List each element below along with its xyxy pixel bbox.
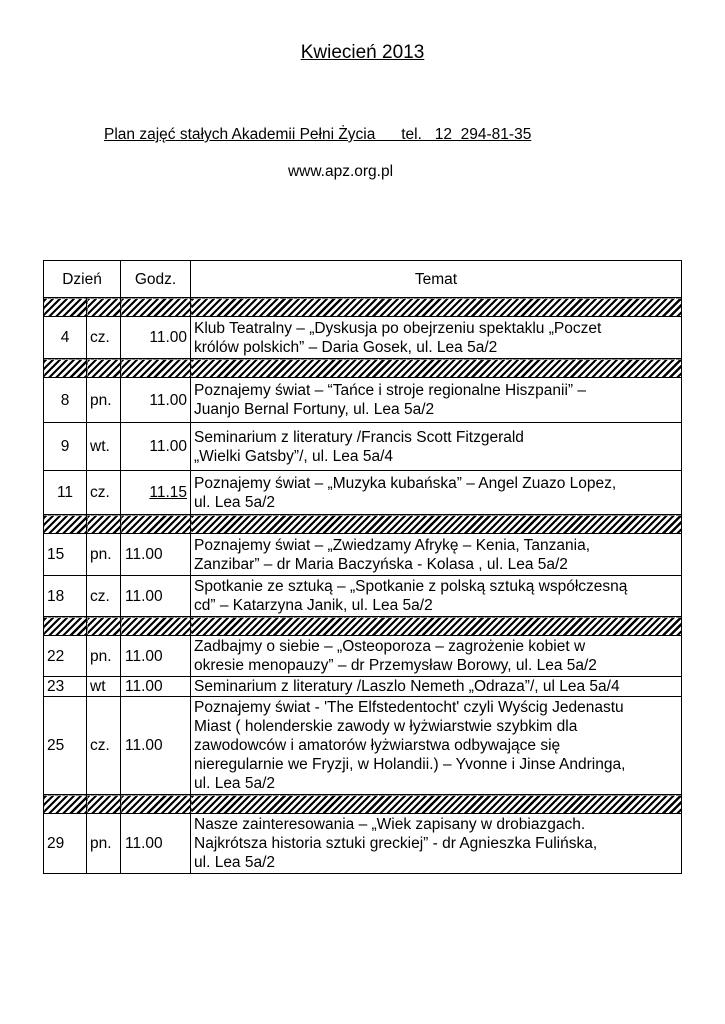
weekday-cell: cz.: [87, 317, 121, 359]
topic-cell: Poznajemy świat – “Tańce i stroje regionalne Hiszpanii” – Juanjo Bernal Fortuny, ul. Lea 5a/2: [191, 378, 682, 423]
table-row: [44, 576, 682, 617]
topic-cell: Poznajemy świat – „Zwiedzamy Afrykę – Kenia, Tanzania, Zanzibar” – dr Maria Baczyńska - Kolasa , ul. Lea 5a/2: [191, 534, 682, 576]
weekday-cell: wt: [87, 677, 121, 697]
day-cell: 25: [44, 697, 87, 795]
table-row: [44, 423, 682, 471]
table-row: [44, 636, 682, 677]
topic-cell: Klub Teatralny – „Dyskusja po obejrzeniu spektaklu „Poczet królów polskich” – Daria Gosek, ul. Lea 5a/2: [191, 317, 682, 359]
table-row: [44, 471, 682, 515]
week-separator: [44, 359, 682, 378]
time-cell: 11.00: [121, 378, 191, 423]
time-underlined: 11.15: [149, 484, 188, 501]
header-topic: Temat: [191, 261, 682, 298]
table-row: [44, 317, 682, 359]
day-cell: 15: [44, 534, 87, 576]
table-row: [44, 534, 682, 576]
time-cell: 11.00: [121, 423, 191, 471]
topic-cell: Nasze zainteresowania – „Wiek zapisany w drobiazgach. Najkrótsza historia sztuki greckiej” - dr Agnieszka Fulińska, ul. Lea 5a/2: [191, 814, 682, 874]
table-row: [44, 677, 682, 697]
weekday-cell: pn.: [87, 378, 121, 423]
weekday-cell: cz.: [87, 576, 121, 617]
day-cell: 29: [44, 814, 87, 874]
time-cell: 11.00: [121, 636, 191, 677]
day-cell: 23: [44, 677, 87, 697]
topic-cell: Seminarium z literatury /Laszlo Nemeth „Odraza”/, ul Lea 5a/4: [191, 677, 682, 697]
table-row: [44, 814, 682, 874]
weekday-cell: pn.: [87, 814, 121, 874]
table-header-row: [44, 261, 682, 298]
schedule-subtitle: Plan zajęć stałych Akademii Pełni Życia tel. 12 294-81-35: [104, 126, 532, 143]
time-cell: 11.00: [121, 576, 191, 617]
time-cell: 11.00: [121, 534, 191, 576]
day-cell: 22: [44, 636, 87, 677]
day-cell: 9: [44, 423, 87, 471]
page-title: Kwiecień 2013: [300, 42, 425, 63]
website-url[interactable]: www.apz.org.pl: [287, 163, 394, 180]
header-time: Godz.: [121, 261, 191, 298]
time-cell: 11.00: [121, 697, 191, 795]
time-cell: 11.00: [121, 317, 191, 359]
day-cell: 11: [44, 471, 87, 515]
day-cell: 18: [44, 576, 87, 617]
weekday-cell: pn.: [87, 534, 121, 576]
table-row: [44, 378, 682, 423]
day-cell: 4: [44, 317, 87, 359]
topic-cell: Poznajemy świat – „Muzyka kubańska” – Angel Zuazo Lopez, ul. Lea 5a/2: [191, 471, 682, 515]
topic-cell: Spotkanie ze sztuką – „Spotkanie z polską sztuką współczesną cd” – Katarzyna Janik, ul. Lea 5a/2: [191, 576, 682, 617]
time-cell: 11.00: [121, 814, 191, 874]
topic-cell: Poznajemy świat - 'The Elfstedentocht' czyli Wyścig Jedenastu Miast ( holenderskie zawody w łyżwiarstwie szybkim dla zawodowców i amatorów łyżwiarstwa odbywające się nieregularnie we Fryzji, w Holandii.) – Yvonne i Jinse Andringa, ul. Lea 5a/2: [191, 697, 682, 795]
weekday-cell: cz.: [87, 697, 121, 795]
weekday-cell: pn.: [87, 636, 121, 677]
weekday-cell: cz.: [87, 471, 121, 515]
schedule-table: [43, 260, 682, 874]
week-separator: [44, 298, 682, 317]
week-separator: [44, 515, 682, 534]
weekday-cell: wt.: [87, 423, 121, 471]
week-separator: [44, 617, 682, 636]
time-cell: [121, 471, 191, 515]
day-cell: 8: [44, 378, 87, 423]
table-row: [44, 697, 682, 795]
week-separator: [44, 795, 682, 814]
time-cell: 11.00: [121, 677, 191, 697]
topic-cell: Seminarium z literatury /Francis Scott Fitzgerald „Wielki Gatsby”/, ul. Lea 5a/4: [191, 423, 682, 471]
topic-cell: Zadbajmy o siebie – „Osteoporoza – zagrożenie kobiet w okresie menopauzy” – dr Przemysław Borowy, ul. Lea 5a/2: [191, 636, 682, 677]
header-day: Dzień: [44, 261, 121, 298]
